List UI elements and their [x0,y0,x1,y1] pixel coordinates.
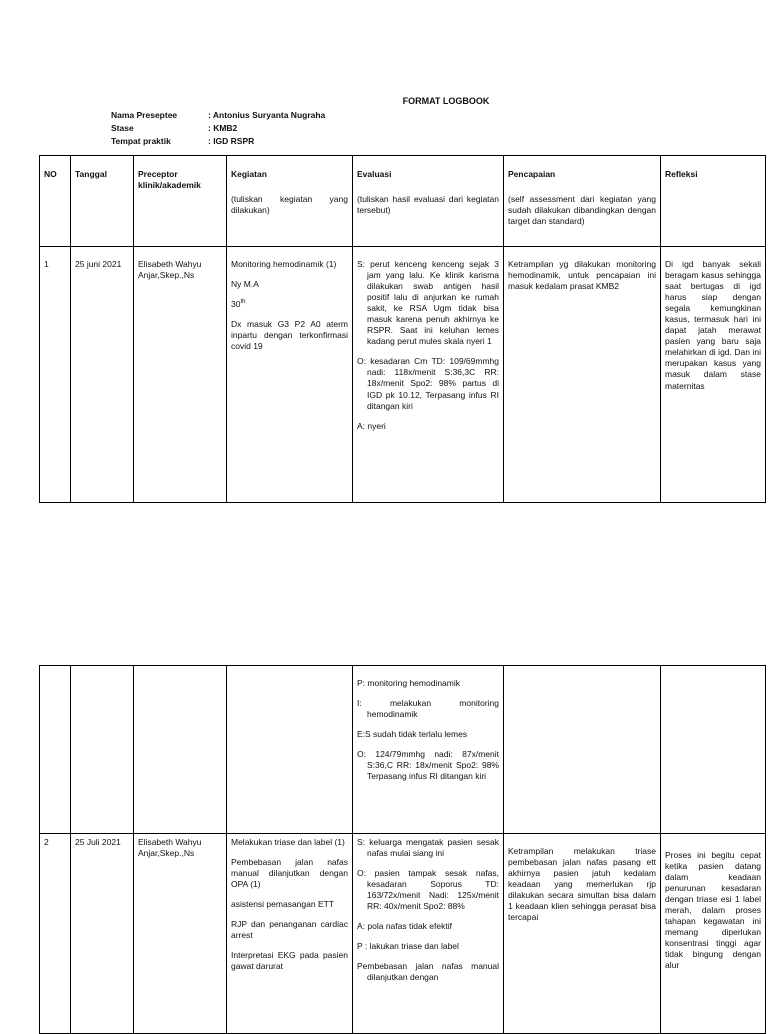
logbook-table-page-1 [39,155,766,503]
cell-pencapaian [504,834,661,1034]
table-row [40,834,766,1034]
header-preceptor [134,156,227,247]
header-no [40,156,71,247]
row-no: 2 [44,837,49,847]
table-row [40,247,766,503]
table-row-continued [40,666,766,834]
row-tanggal: 25 Juli 2021 [75,837,121,847]
cell-refleksi [661,247,766,503]
row-refleksi: Proses ini begitu cepat ketika pasien datang dalam keadaan penurunan kesadaran dengan triase esi 1 label merah, dalam proses tahapan kegawatan ini memang diperlukan konsentrasi tinggi agar tidak bingung dengan alur [665,850,761,971]
identity-block [111,109,325,148]
kegiatan-item: Pembebasan jalan nafas manual dilanjutkan dengan OPA (1) [231,857,348,890]
kegiatan-item: Monitoring hemodinamik (1) [231,259,337,269]
header-pencapaian-note: (self assessment dari kegiatan yang sudah dilakukan dibandingkan dengan target dan standard) [508,194,656,227]
cell-pencapaian [504,666,661,834]
header-evaluasi-note: (tuliskan hasil evaluasi dari kegiatan tersebut) [357,194,499,216]
identity-row-stase [111,122,325,135]
kegiatan-item: RJP dan penanganan cardiac arrest [231,919,348,941]
header-pencapaian [504,156,661,247]
header-kegiatan-note: (tuliskan kegiatan yang dilakukan) [231,194,348,216]
evaluasi-plan-detail: Pembebasan jalan nafas manual dilanjutkan dengan [357,961,499,983]
kegiatan-diagnosis: Dx masuk G3 P2 A0 aterm inpartu dengan terkonfirmasi covid 19 [231,319,348,352]
cell-kegiatan [227,834,353,1034]
kegiatan-item: asistensi pemasangan ETT [231,899,334,910]
header-kegiatan [227,156,353,247]
evaluasi-assessment: A: pola nafas tidak efektif [357,921,452,932]
cell-kegiatan [227,666,353,834]
evaluasi-subjective: S: keluarga mengatak pasien sesak nafas mulai siang ini [357,837,499,859]
identity-value: : Antonius Suryanta Nugraha [208,109,326,120]
cell-preceptor [134,247,227,503]
evaluasi-objective: O: kesadaran Cm TD: 109/69mmhg nadi: 118x/menit S:36,3C RR: 18x/menit Spo2: 98% partus di IGD pk 10.12, Terpasang infus RI ditangan kiri [357,356,499,411]
row-pencapaian: Ketrampilan yg dilakukan monitoring hemodinamik, untuk pencapaian ini masuk kedalam prasat KMB2 [508,259,656,292]
evaluasi-plan: P: monitoring hemodinamik [357,678,460,688]
identity-label: Tempat praktik [111,135,171,146]
cell-refleksi [661,666,766,834]
header-evaluasi [353,156,504,247]
kegiatan-age [231,299,348,310]
header-no-label: NO [44,169,57,179]
identity-row-location [111,135,325,148]
cell-tanggal [71,666,134,834]
logbook-table-page-2 [39,665,766,1034]
header-kegiatan-label: Kegiatan [231,169,267,179]
evaluasi-objective: O: 124/79mmhg nadi: 87x/menit S:36,C RR: 18x/menit Spo2: 98% Terpasang infus RI ditangan kiri [357,749,499,782]
row-preceptor: Elisabeth Wahyu Anjar,Skep.,Ns [138,837,202,859]
row-tanggal: 25 juni 2021 [75,259,122,269]
cell-kegiatan [227,247,353,503]
cell-preceptor [134,666,227,834]
header-preceptor-label: Preceptor klinik/akademik [138,169,201,191]
header-pencapaian-label: Pencapaian [508,169,556,179]
cell-refleksi [661,834,766,1034]
evaluasi-subjective: S: perut kenceng kenceng sejak 3 jam yang lalu. Ke klinik karisma dilakukan swab antigen hasil positif lalu di anjurkan ke rumah sakit, ke RSA Ugm tidak bisa masuk karena penuh akhirnya ke RSPR. Saat ini keluhan lemes kadang perut mules skala nyeri 1 [357,259,499,347]
identity-row-name [111,109,325,122]
header-tanggal [71,156,134,247]
cell-pencapaian [504,247,661,503]
cell-no [40,666,71,834]
cell-preceptor [134,834,227,1034]
evaluasi-plan: P : lakukan triase dan label [357,941,459,952]
evaluasi-assessment: A: nyeri [357,420,386,431]
cell-evaluasi [353,247,504,503]
cell-tanggal [71,834,134,1034]
row-refleksi: Di igd banyak sekali beragam kasus sehingga saat bertugas di igd harus siap dengan segala kemungkinan kasus, termasuk hari ini dapat jatah merawat pasien yang baru saja melahirkan di igd. Dan ini merupakan kasus yang masuk dalam stase maternitas [665,259,761,391]
kegiatan-item: Interpretasi EKG pada pasien gawat darurat [231,950,348,972]
row-preceptor: Elisabeth Wahyu Anjar,Skep.,Ns [138,259,202,281]
kegiatan-item: Ny M.A [231,279,259,290]
header-refleksi-label: Refleksi [665,169,698,179]
row-pencapaian: Ketrampilan melakukan triase pembebasan jalan nafas pasang ett akhirnya pasien jatuh kedalam keadaan yang memerlukan rjp dilakukan secara simultan bisa dalam 1 keadaan klien sehingga perasat bisa tercapai [508,846,656,923]
cell-tanggal [71,247,134,503]
identity-label: Stase [111,122,134,133]
kegiatan-item: Melakukan triase dan label (1) [231,837,345,847]
age-unit: th [240,299,246,306]
identity-value: : IGD RSPR [208,135,255,146]
cell-no [40,834,71,1034]
table-header-row [40,156,766,247]
header-evaluasi-label: Evaluasi [357,169,392,179]
cell-no [40,247,71,503]
identity-label: Nama Preseptee [111,109,178,120]
evaluasi-objective: O: pasien tampak sesak nafas, kesadaran Soporus TD: 163/72x/menit Nadi: 125x/menit RR: 40x/menit Spo2: 88% [357,868,499,912]
cell-evaluasi [353,666,504,834]
cell-evaluasi [353,834,504,1034]
row-no: 1 [44,259,49,269]
header-refleksi [661,156,766,247]
identity-value: : KMB2 [208,122,238,133]
evaluasi-intervention: I: melakukan monitoring hemodinamik [357,698,499,720]
age-value: 30 [231,299,241,310]
evaluasi-evaluation: E:S sudah tidak terlalu lemes [357,729,468,740]
document-title: FORMAT LOGBOOK [402,96,490,106]
header-tanggal-label: Tanggal [75,169,107,179]
